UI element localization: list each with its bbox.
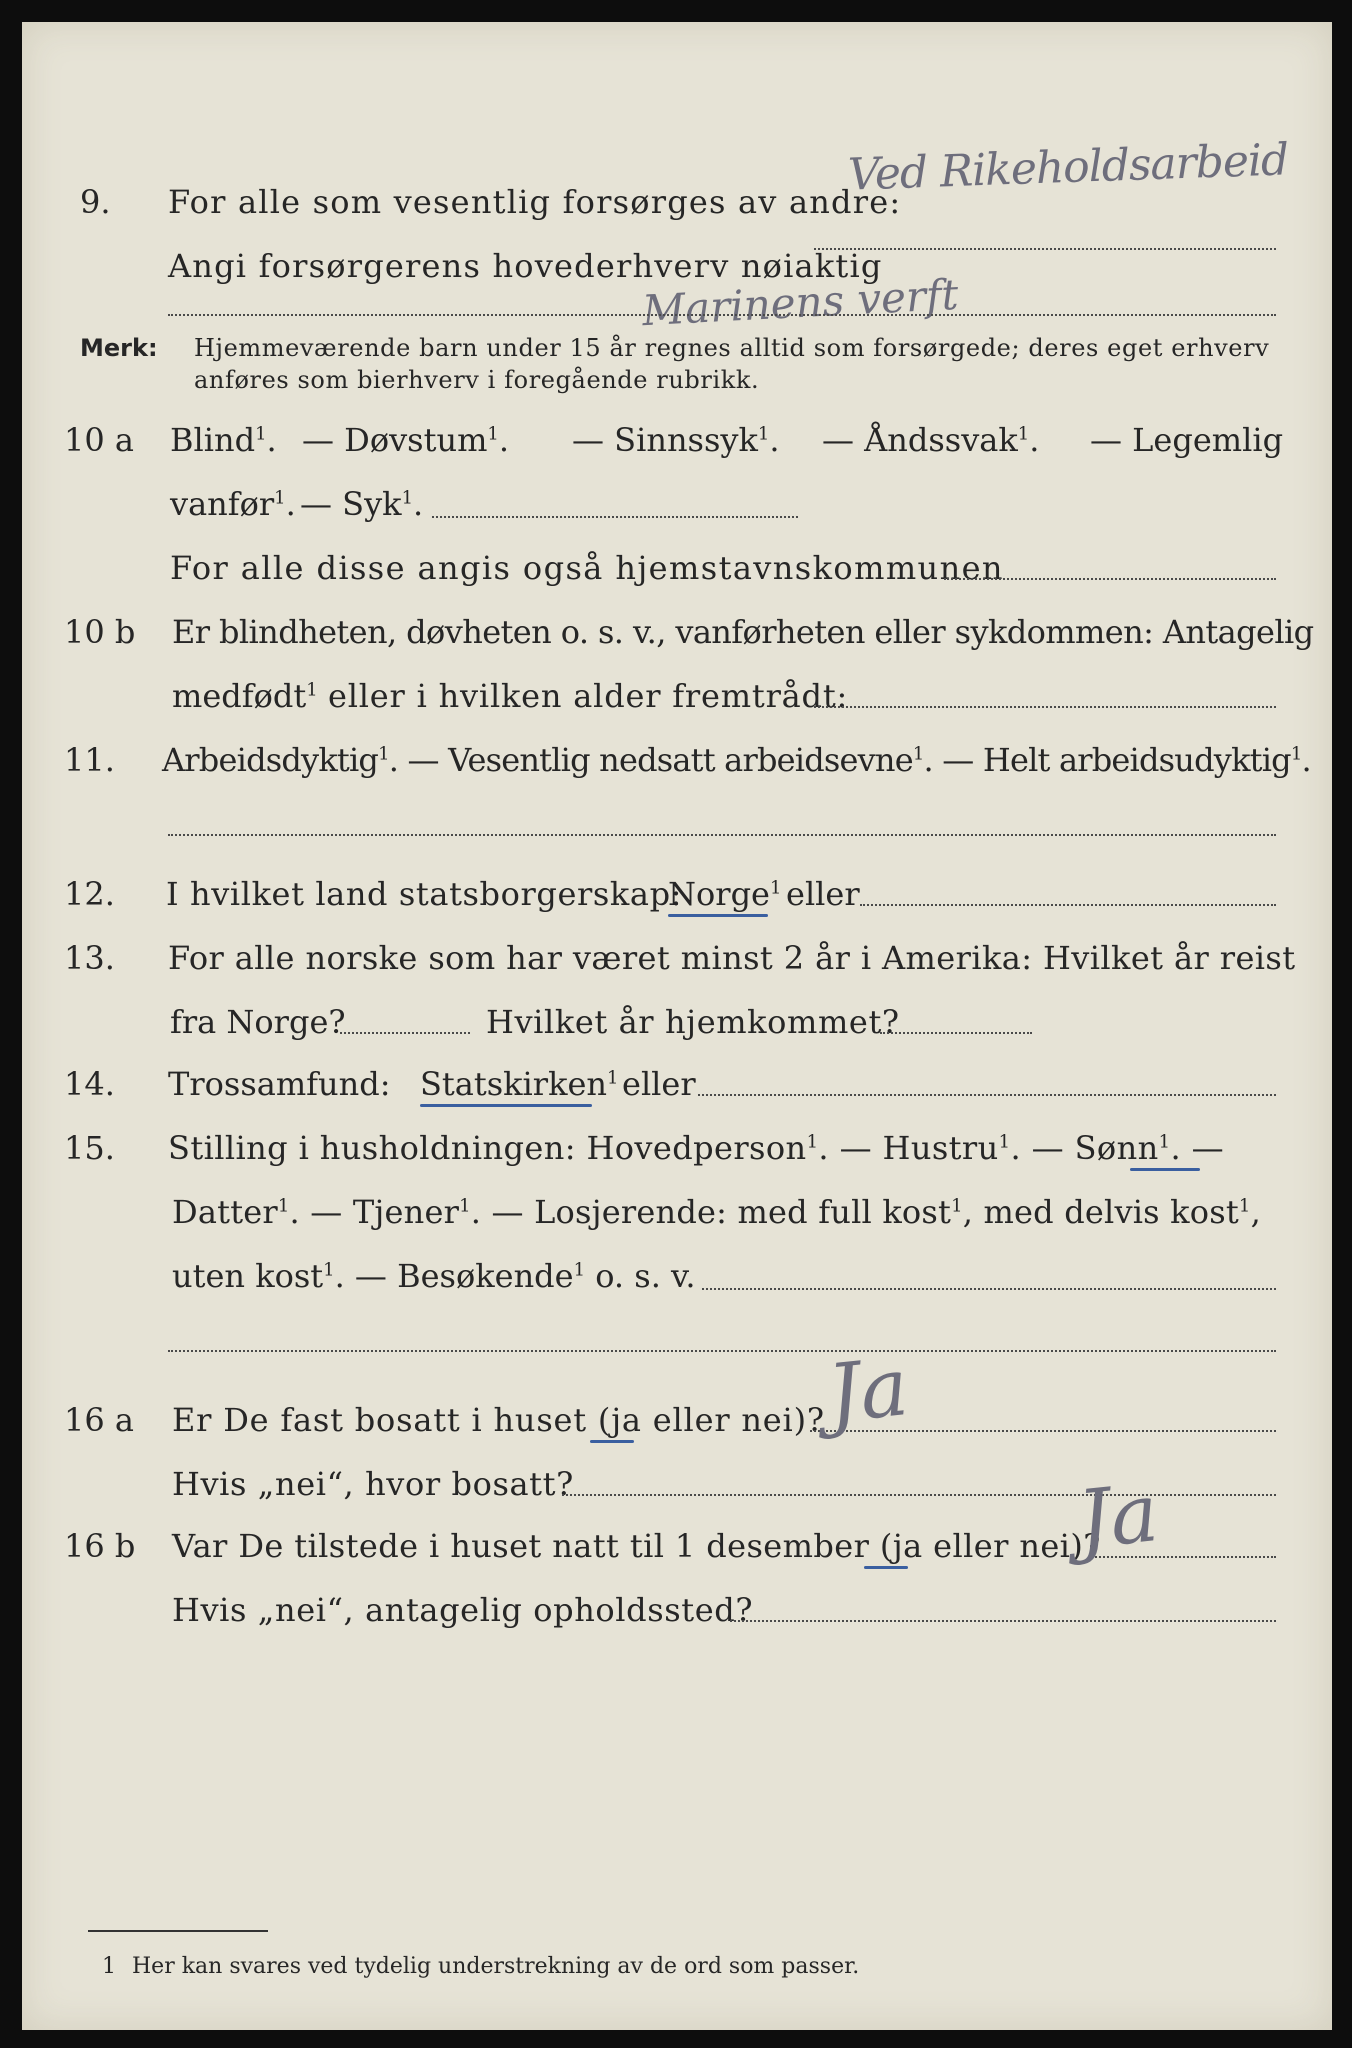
q15-line2: Datter$^1$. — Tjener$^1$. — Losjerende: med full kost$^1$, med delvis kost$^1$, — [172, 1193, 1261, 1231]
q10a-line3: For alle disse angis også hjemstavnskommunen — [170, 549, 1004, 587]
q10b-answer-line — [814, 706, 1276, 708]
q12-norge-underline — [668, 914, 768, 917]
q13-hjemkommet-line — [880, 1032, 1032, 1034]
q16b-line1: Var De tilstede i huset natt til 1 desember (ja eller nei)? — [172, 1527, 1101, 1565]
q9-number: 9. — [80, 183, 111, 221]
q15-line1: Stilling i husholdningen: Hovedperson$^1$. — Hustru$^1$. — Sønn$^1$. — — [168, 1129, 1225, 1167]
q12-answer-line — [860, 904, 1276, 906]
q9-line1: For alle som vesentlig forsørges av andre: — [168, 183, 902, 221]
q10b-row-2 — [22, 672, 1332, 720]
q10a-hjemstavn-line — [944, 578, 1276, 580]
q13-number: 13. — [64, 939, 115, 977]
merk-note — [80, 332, 158, 364]
census-form-page — [22, 22, 1332, 2030]
q14-row — [22, 1060, 1332, 1108]
q15-answer-line-1 — [702, 1288, 1276, 1290]
q10a-row-2 — [22, 480, 1332, 528]
q16a-number: 16 a — [64, 1401, 134, 1439]
q16b-line2: Hvis „nei“, antagelig opholdssted? — [172, 1591, 754, 1629]
q16a-line1: Er De fast bosatt i huset (ja eller nei)? — [172, 1401, 825, 1439]
q14-eller: eller — [622, 1065, 696, 1103]
q10a-dovstum: — Døvstum$^1$. — [302, 421, 510, 459]
q10b-line2b: eller i hvilken alder fremtrådt: — [328, 677, 849, 715]
q10a-row-1 — [22, 416, 1332, 464]
q12-row — [22, 870, 1332, 918]
q10a-syk-line — [432, 516, 798, 518]
footnote-text: Her kan svares ved tydelig understrekning av de ord som passer. — [132, 1954, 860, 1979]
q11-answer-line — [168, 834, 1276, 836]
q14-answer-line — [698, 1094, 1276, 1096]
q15-number: 15. — [64, 1129, 115, 1167]
q12-norge: Norge$^1$ — [668, 875, 782, 913]
q13-row-2 — [22, 998, 1332, 1046]
q11-number: 11. — [64, 741, 115, 779]
q16b-handwritten-answer: Ja — [1073, 1466, 1163, 1567]
q14-statskirken-underline — [420, 1104, 592, 1107]
q10b-medfodt: medfødt$^1$ — [172, 677, 318, 715]
q9-answer-line-2 — [168, 314, 1276, 316]
q13-reist-line — [340, 1032, 470, 1034]
q11-text: Arbeidsdyktig$^1$. — Vesentlig nedsatt arbeidsevne$^1$. — Helt arbeidsudyktig$^1$. — [162, 741, 1311, 779]
q10b-line1: Er blindheten, døvheten o. s. v., vanførheten eller sykdommen: Antagelig — [172, 613, 1314, 651]
q16b-row-2 — [22, 1586, 1332, 1634]
q10a-syk: — Syk$^1$. — [300, 485, 424, 523]
q16a-ja-underline — [590, 1440, 634, 1443]
q16a-line2: Hvis „nei“, hvor bosatt? — [172, 1465, 574, 1503]
q12-eller: eller — [786, 875, 860, 913]
q14-number: 14. — [64, 1065, 115, 1103]
q16a-bosatt-line — [562, 1494, 1276, 1496]
q10a-row-3 — [22, 544, 1332, 592]
q10a-vanfor: vanfør$^1$. — [170, 485, 296, 523]
q15-row-1 — [22, 1124, 1332, 1172]
q10a-legemlig: — Legemlig — [1090, 421, 1284, 459]
q16a-row-1 — [22, 1396, 1332, 1444]
q16a-handwritten-answer: Ja — [823, 1340, 913, 1441]
q10a-andssvak: — Åndssvak$^1$. — [822, 421, 1040, 459]
merk-label: Merk: — [80, 334, 158, 362]
q10a-sinnssyk: — Sinnssyk$^1$. — [572, 421, 780, 459]
q15-line3: uten kost$^1$. — Besøkende$^1$ o. s. v. — [172, 1257, 696, 1295]
q9-answer-line-1 — [814, 248, 1276, 250]
footnote-number: 1 — [102, 1954, 116, 1979]
q15-answer-line-2 — [168, 1350, 1276, 1352]
q10b-row-1 — [22, 608, 1332, 656]
q13-line2b: Hvilket år hjemkommet? — [486, 1003, 900, 1041]
q11-row — [22, 736, 1332, 784]
q13-row-1 — [22, 934, 1332, 982]
q9-handwritten-answer-1: Ved Rikeholdsarbeid — [847, 134, 1289, 201]
q9-handwritten-answer-2: Marinens verft — [640, 269, 960, 336]
q14-statskirken: Statskirken$^1$ — [420, 1065, 619, 1103]
q15-row-2 — [22, 1188, 1332, 1236]
q16b-opholdssted-line — [730, 1620, 1276, 1622]
footnote-rule — [88, 1930, 268, 1932]
footnote — [102, 1952, 860, 1982]
q13-line2a: fra Norge? — [170, 1003, 346, 1041]
q10b-number: 10 b — [64, 613, 136, 651]
q13-line1: For alle norske som har været minst 2 år i Amerika: Hvilket år reist — [168, 939, 1296, 977]
q12-number: 12. — [64, 875, 115, 913]
q12-text: I hvilket land statsborgerskap: — [166, 875, 683, 913]
merk-line1: Hjemmeværende barn under 15 år regnes alltid som forsørgede; deres eget erhverv — [194, 334, 1270, 362]
q10a-number: 10 a — [64, 421, 134, 459]
q15-sonn-underline — [1130, 1168, 1200, 1171]
q15-row-3 — [22, 1252, 1332, 1300]
q9-line2: Angi forsørgerens hovederhverv nøiaktig — [168, 247, 883, 285]
q16b-number: 16 b — [64, 1527, 136, 1565]
q10a-blind: Blind$^1$. — [170, 421, 277, 459]
q16b-ja-underline — [864, 1566, 908, 1569]
merk-line2: anføres som bierhverv i foregående rubrikk. — [194, 366, 760, 394]
q14-text: Trossamfund: — [168, 1065, 391, 1103]
